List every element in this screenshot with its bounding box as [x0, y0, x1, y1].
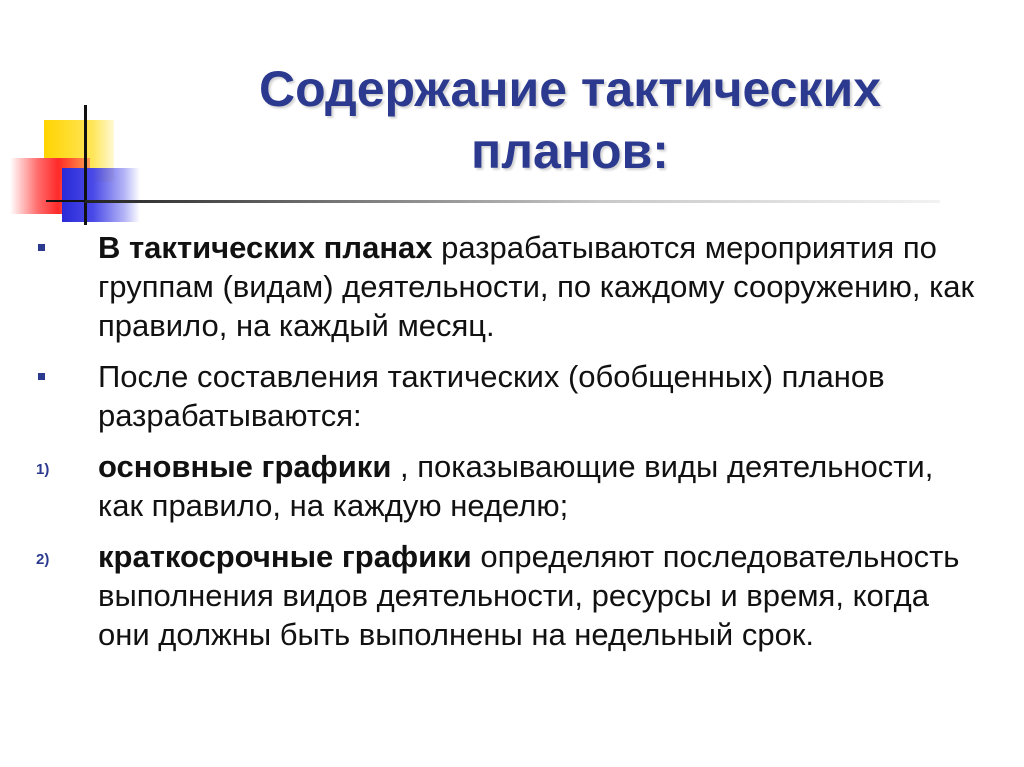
- square-bullet-icon: [36, 357, 98, 380]
- list-item: [36, 228, 976, 345]
- list-item-text: [98, 447, 976, 525]
- list-item-bold: В тактических планах: [98, 230, 433, 265]
- list-item-body: определяют последовательность выполнения видов деятельности, ресурсы и время, когда они должны быть выполнены на недельный срок.: [98, 539, 960, 652]
- list-item-body: После составления тактических (обобщенных) планов разрабатываются:: [98, 359, 885, 433]
- list-item-text: [98, 537, 976, 654]
- slide-title: [150, 58, 990, 182]
- title-underline-rule: [85, 200, 940, 203]
- blue-square-decoration: [62, 168, 140, 222]
- list-item-body: разрабатываются мероприятия по группам (видам) деятельности, по каждому сооружению, как правило, на каждый месяц.: [98, 230, 975, 343]
- list-item-text: [98, 357, 976, 435]
- slide-title-line-2: планов:: [471, 123, 669, 179]
- bullet-list: [36, 228, 976, 666]
- slide-title-line-1: Содержание тактических: [258, 61, 882, 117]
- list-number: 2): [36, 551, 50, 568]
- list-item-body: , показывающие виды деятельности, как правило, на каждую неделю;: [98, 449, 934, 523]
- list-item-bold: основные графики: [98, 449, 392, 484]
- list-item-bold: краткосрочные графики: [98, 539, 472, 574]
- list-item: [36, 357, 976, 435]
- list-item: [36, 447, 976, 525]
- list-item: [36, 537, 976, 654]
- vertical-rule: [84, 105, 87, 225]
- list-number: 1): [36, 461, 50, 478]
- list-item-text: [98, 228, 976, 345]
- square-bullet-icon: [36, 228, 98, 251]
